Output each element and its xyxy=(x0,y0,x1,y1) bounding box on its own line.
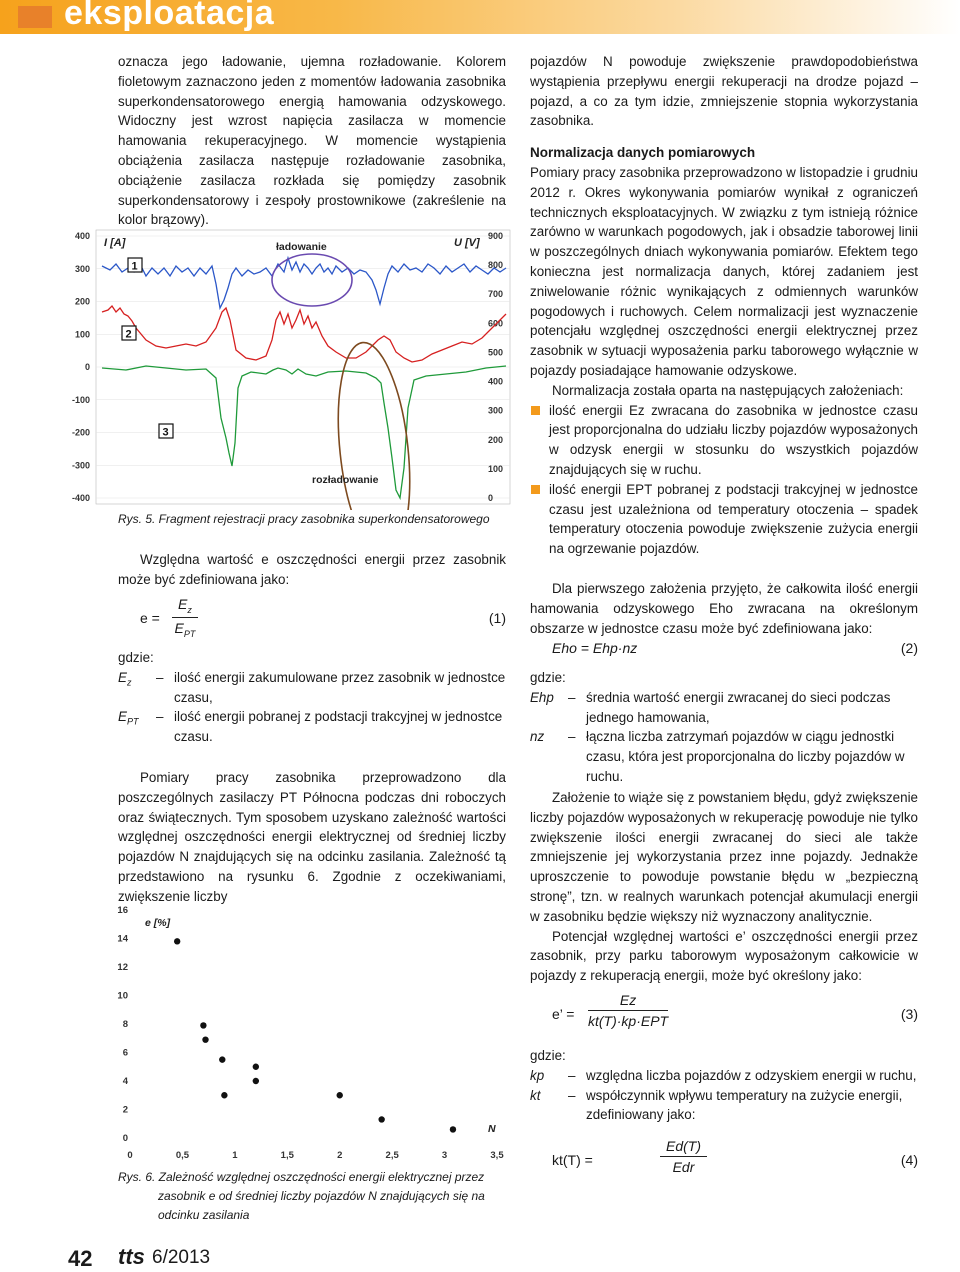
eq3-den: kt(T)·kp·EPT xyxy=(588,1013,669,1029)
eq2-expression: Eho = Ehp·nz xyxy=(552,640,638,656)
left-tick-label: 200 xyxy=(74,296,90,307)
where-label: gdzie: xyxy=(118,650,154,665)
definition-row xyxy=(118,707,506,747)
paragraph: Normalizacja została oparta na następujących założeniach: xyxy=(552,382,904,398)
paragraph: Dla pierwszego założenia przyjęto, że całkowita ilość energii hamowania odzyskowego Eho zwracana na określonym obszarze w jednostce czasu może być zdefiniowana jako: xyxy=(530,580,918,636)
right-tick-label: 700 xyxy=(488,289,504,300)
scatter-points xyxy=(174,938,456,1133)
figure-5-caption: Rys. 5. Fragment rejestracji pracy zasobnika superkondensatorowego xyxy=(118,512,490,526)
definition-row xyxy=(530,727,918,786)
left-tick-label: -300 xyxy=(71,460,90,471)
def-key: nz xyxy=(530,729,545,745)
def-value: ilość energii pobranej z podstacji trakcyjnej w jednostce czasu. xyxy=(174,709,503,745)
section-heading: Normalizacja danych pomiarowych xyxy=(530,145,756,161)
journal-logo: tts xyxy=(118,1244,145,1269)
scatter-point xyxy=(337,1092,343,1098)
left-mid-text xyxy=(118,550,506,590)
equation-number: (2) xyxy=(900,640,918,656)
scatter-point xyxy=(378,1116,384,1122)
y-axis-ticks xyxy=(117,905,128,1144)
definition-row xyxy=(530,1086,918,1126)
definition-row xyxy=(118,668,506,708)
eq1-fraction xyxy=(172,596,198,639)
eq3-num: Ez xyxy=(619,992,637,1008)
left-tick-label: 400 xyxy=(74,231,90,241)
figure-6-caption: Rys. 6. Zależność względnej oszczędności energii elektrycznej przez zasobnik e od średniej liczby pojazdów N znajdujących się na odcinku zasilania xyxy=(118,1170,485,1222)
x-tick-label: 2 xyxy=(337,1150,343,1161)
left-tick-label: 300 xyxy=(74,263,90,274)
def-value: łączna liczba zatrzymań pojazdów w ciągu jednostki czasu, która jest proporcjonalna do liczby pojazdów w ruchu. xyxy=(586,729,905,784)
y-tick-label: 10 xyxy=(117,990,128,1002)
paragraph: Pomiary pracy zasobnika przeprowadzono w listopadzie i grudniu 2012 r. Okres wykonywania pomiarów wynikał z ograniczeń technicznych eksploatacyjnych. W związku z tym istnieją różnice zarówno w warunkach pogodowych, jak i obsadzie taborowej linii w poszczególnych dniach wykonywania pomiarów. Efektem tego konieczna jest normalizacja danych, której zadaniem jest zniwelowanie różnic wynikających z odmiennych warunków pogodowych i ruchowych. Celem normalizacji jest wyznaczenie potencjału względnej oszczędności energii elektrycznej przez zasobnik w sytuacji wyposażenia parku taborowego wyłącznie w pojazdy posiadające hamowanie odzyskowe. xyxy=(530,164,918,378)
x-tick-label: 1 xyxy=(232,1150,238,1161)
scatter-point xyxy=(450,1126,456,1132)
y-tick-label: 16 xyxy=(117,905,128,916)
where-label: gdzie: xyxy=(530,1048,566,1063)
marker-label: 3 xyxy=(162,426,169,439)
scatter-point xyxy=(221,1092,227,1098)
def-value: współczynnik wpływu temperatury na zużycie energii, zdefiniowany jako: xyxy=(586,1087,903,1123)
equation-number: (3) xyxy=(900,1006,918,1022)
section-title: eksploatacja xyxy=(64,0,275,32)
eq3-lhs: e’ = xyxy=(552,1006,575,1022)
def-key: E xyxy=(118,669,127,685)
y-tick-label: 8 xyxy=(122,1019,128,1030)
definition-list-2 xyxy=(530,668,918,787)
right-tick-label: 300 xyxy=(488,405,504,416)
definition-row xyxy=(530,688,918,728)
eq1-lhs: e = xyxy=(140,610,160,626)
definition-list-3 xyxy=(530,1046,918,1125)
definition-list-1 xyxy=(118,648,506,747)
right-tick-label: 900 xyxy=(488,231,504,241)
right-tick-label: 400 xyxy=(488,376,504,387)
paragraph: Potencjał względnej wartości e’ oszczędności energii przez zasobnik, przy parku taborowym wyposażonym całkowicie w pojazdy z rekuperacją energii, może być określony jako: xyxy=(530,928,918,984)
def-dash: – xyxy=(156,669,164,685)
paragraph: oznacza jego ładowanie, ujemna rozładowanie. Kolorem fioletowym zaznaczono jeden z momentów ładowania zasobnika superkondensatorowego energią hamowania odzyskowego. Widoczny jest wzrost napięcia zasilacza w momencie hamowania rekuperacyjnego. W momencie wystąpienia obciążenia zasilacza następuje rozładowanie zasobnika, obciążenie zasilacza rozkłada się pomiędzy zasobnik superkondensatorowy i zespoły prostownikowe (zakreślenie na kolor brązowy). xyxy=(118,54,506,228)
equation-number: (1) xyxy=(488,610,506,626)
def-key: kt xyxy=(530,1087,541,1103)
definition-row xyxy=(530,1066,918,1086)
charging-label: ładowanie xyxy=(276,241,327,253)
right-axis-label: U [V] xyxy=(454,237,480,249)
figure-6-chart xyxy=(110,900,510,1166)
scatter-point xyxy=(253,1078,259,1084)
equation-2 xyxy=(552,640,918,656)
eq4-fraction xyxy=(660,1138,707,1175)
left-intro-text xyxy=(118,52,506,230)
right-tick-label: 100 xyxy=(488,463,504,474)
eq1-num-sub: z xyxy=(187,604,192,615)
def-key: Ehp xyxy=(530,689,554,705)
def-dash: – xyxy=(568,1087,576,1103)
eq4-lhs: kt(T) = xyxy=(552,1152,593,1168)
scatter-point xyxy=(219,1056,225,1062)
eq3-fraction xyxy=(588,992,668,1029)
y-tick-label: 0 xyxy=(122,1133,128,1144)
discharging-label: rozładowanie xyxy=(312,474,379,486)
left-axis-ticks xyxy=(72,231,90,503)
eq1-num: E xyxy=(178,596,188,612)
left-tick-label: 0 xyxy=(84,362,90,372)
x-tick-label: 3 xyxy=(441,1150,448,1161)
x-tick-label: 3,5 xyxy=(490,1150,504,1161)
eq4-num: Ed(T) xyxy=(666,1138,701,1154)
def-key: E xyxy=(118,709,127,725)
right-tick-label: 500 xyxy=(488,347,504,358)
x-tick-label: 0,5 xyxy=(175,1150,190,1161)
def-dash: – xyxy=(156,709,164,725)
y-tick-label: 14 xyxy=(117,933,128,945)
y-tick-label: 2 xyxy=(122,1104,128,1116)
right-tick-label: 600 xyxy=(488,318,504,329)
header-square xyxy=(18,6,52,28)
x-tick-label: 1,5 xyxy=(280,1150,294,1161)
scatter-point xyxy=(200,1022,206,1028)
equation-1 xyxy=(140,596,506,644)
page-number: 42 xyxy=(68,1246,93,1271)
right-tick-label: 0 xyxy=(488,493,494,503)
bullet-text: ilość energii Ez zwracana do zasobnika w jednostce czasu jest proporcjonalna do udziału liczby pojazdów wyposażonych w odzysk energii w stosunku do wszystkich pojazdów znajdujących się w ruchu. xyxy=(549,402,918,477)
y-axis-label: e [%] xyxy=(145,917,171,929)
def-value: ilość energii zakumulowane przez zasobnik w jednostce czasu, xyxy=(174,669,506,705)
left-tick-label: -200 xyxy=(71,427,90,438)
left-measurement-text xyxy=(118,768,506,907)
bullet-text: ilość energii EPT pobranej z podstacji trakcyjnej w jednostce czasu jest uzależniona od temperatury otoczenia – spadek temperatury otoczenia powoduje zwiększenie zużycia energii na ogrzewanie pojazdów. xyxy=(549,481,918,557)
def-value: średnia wartość energii zwracanej do sieci podczas jednego hamowania, xyxy=(586,689,891,725)
left-tick-label: 100 xyxy=(74,329,90,340)
right-column-mid xyxy=(530,788,918,986)
x-tick-label: 0 xyxy=(127,1150,133,1161)
right-tick-label: 200 xyxy=(488,434,504,445)
def-dash: – xyxy=(568,729,576,745)
paragraph: pojazdów N powoduje zwiększenie prawdopodobieństwa wystąpienia przepływu energii rekuperacji na drodze pojazd – pojazd, a co za tym idzie, zmniejszenie stopnia wykorzystania zasobnika. xyxy=(530,54,918,129)
left-tick-label: -400 xyxy=(71,493,90,503)
eq4-den: Edr xyxy=(672,1159,695,1175)
def-key: kp xyxy=(530,1067,545,1083)
right-column-top xyxy=(530,52,918,638)
bullet-item xyxy=(530,480,918,559)
eq1-den-sub: PT xyxy=(183,628,196,639)
def-value: względna liczba pojazdów z odzyskiem energii w ruchu, xyxy=(586,1067,917,1083)
paragraph: Pomiary pracy zasobnika przeprowadzono dla poszczególnych zasilaczy PT Północna podczas dni roboczych oraz świątecznych. Tym sposobem uzyskano zależność wartości względnej oszczędności energii elektrycznej od średniej liczby pojazdów N znajdujących się na odcinku zasilania. Zależność tą przedstawiono na rysunku 6. Zgodnie z oczekiwaniami, zwiększenie liczby xyxy=(118,770,506,904)
figure-5-chart xyxy=(66,228,514,510)
y-tick-label: 4 xyxy=(122,1076,128,1087)
where-label: gdzie: xyxy=(530,670,566,685)
marker-label: 1 xyxy=(131,260,138,273)
equation-3 xyxy=(552,992,918,1040)
section-header xyxy=(0,0,960,34)
y-tick-label: 12 xyxy=(117,962,128,973)
y-tick-label: 6 xyxy=(122,1047,128,1059)
paragraph: Względna wartość e oszczędności energii przez zasobnik może być zdefiniowana jako: xyxy=(118,552,506,587)
scatter-point xyxy=(253,1064,259,1070)
equation-4 xyxy=(552,1138,918,1186)
issue-number: 6/2013 xyxy=(152,1247,211,1268)
paragraph: Założenie to wiąże się z powstaniem błędu, gdyż zwiększenie liczby pojazdów wyposażonych w rekuperację powoduje nie tylko zwiększenie ilości energii zwracanej do sieci ale także zmniejszenie jej wykorzystania przez inne pojazdy. Jednakże uproszczenie to powoduje powstanie błędu w „bezpieczną stronę”, tzn. w realnych warunkach potencjał akumulacji energii w zasobniku będzie większy niż wyznaczony analitycznie. xyxy=(530,790,918,924)
scatter-point xyxy=(174,938,180,944)
equation-number: (4) xyxy=(900,1152,918,1168)
bullet-item xyxy=(530,401,918,480)
scatter-point xyxy=(202,1036,208,1042)
x-axis-label: N xyxy=(488,1123,496,1135)
right-tick-label: 800 xyxy=(488,260,504,271)
def-key-sub: z xyxy=(126,677,132,688)
left-tick-label: -100 xyxy=(71,394,90,405)
x-axis-ticks xyxy=(127,1150,504,1161)
eq1-den: E xyxy=(174,619,184,636)
x-tick-label: 2,5 xyxy=(385,1150,399,1161)
marker-label: 2 xyxy=(125,328,132,341)
def-dash: – xyxy=(568,1067,576,1083)
def-dash: – xyxy=(568,689,576,705)
def-key-sub: PT xyxy=(126,717,139,728)
left-axis-label: I [A] xyxy=(104,237,126,249)
